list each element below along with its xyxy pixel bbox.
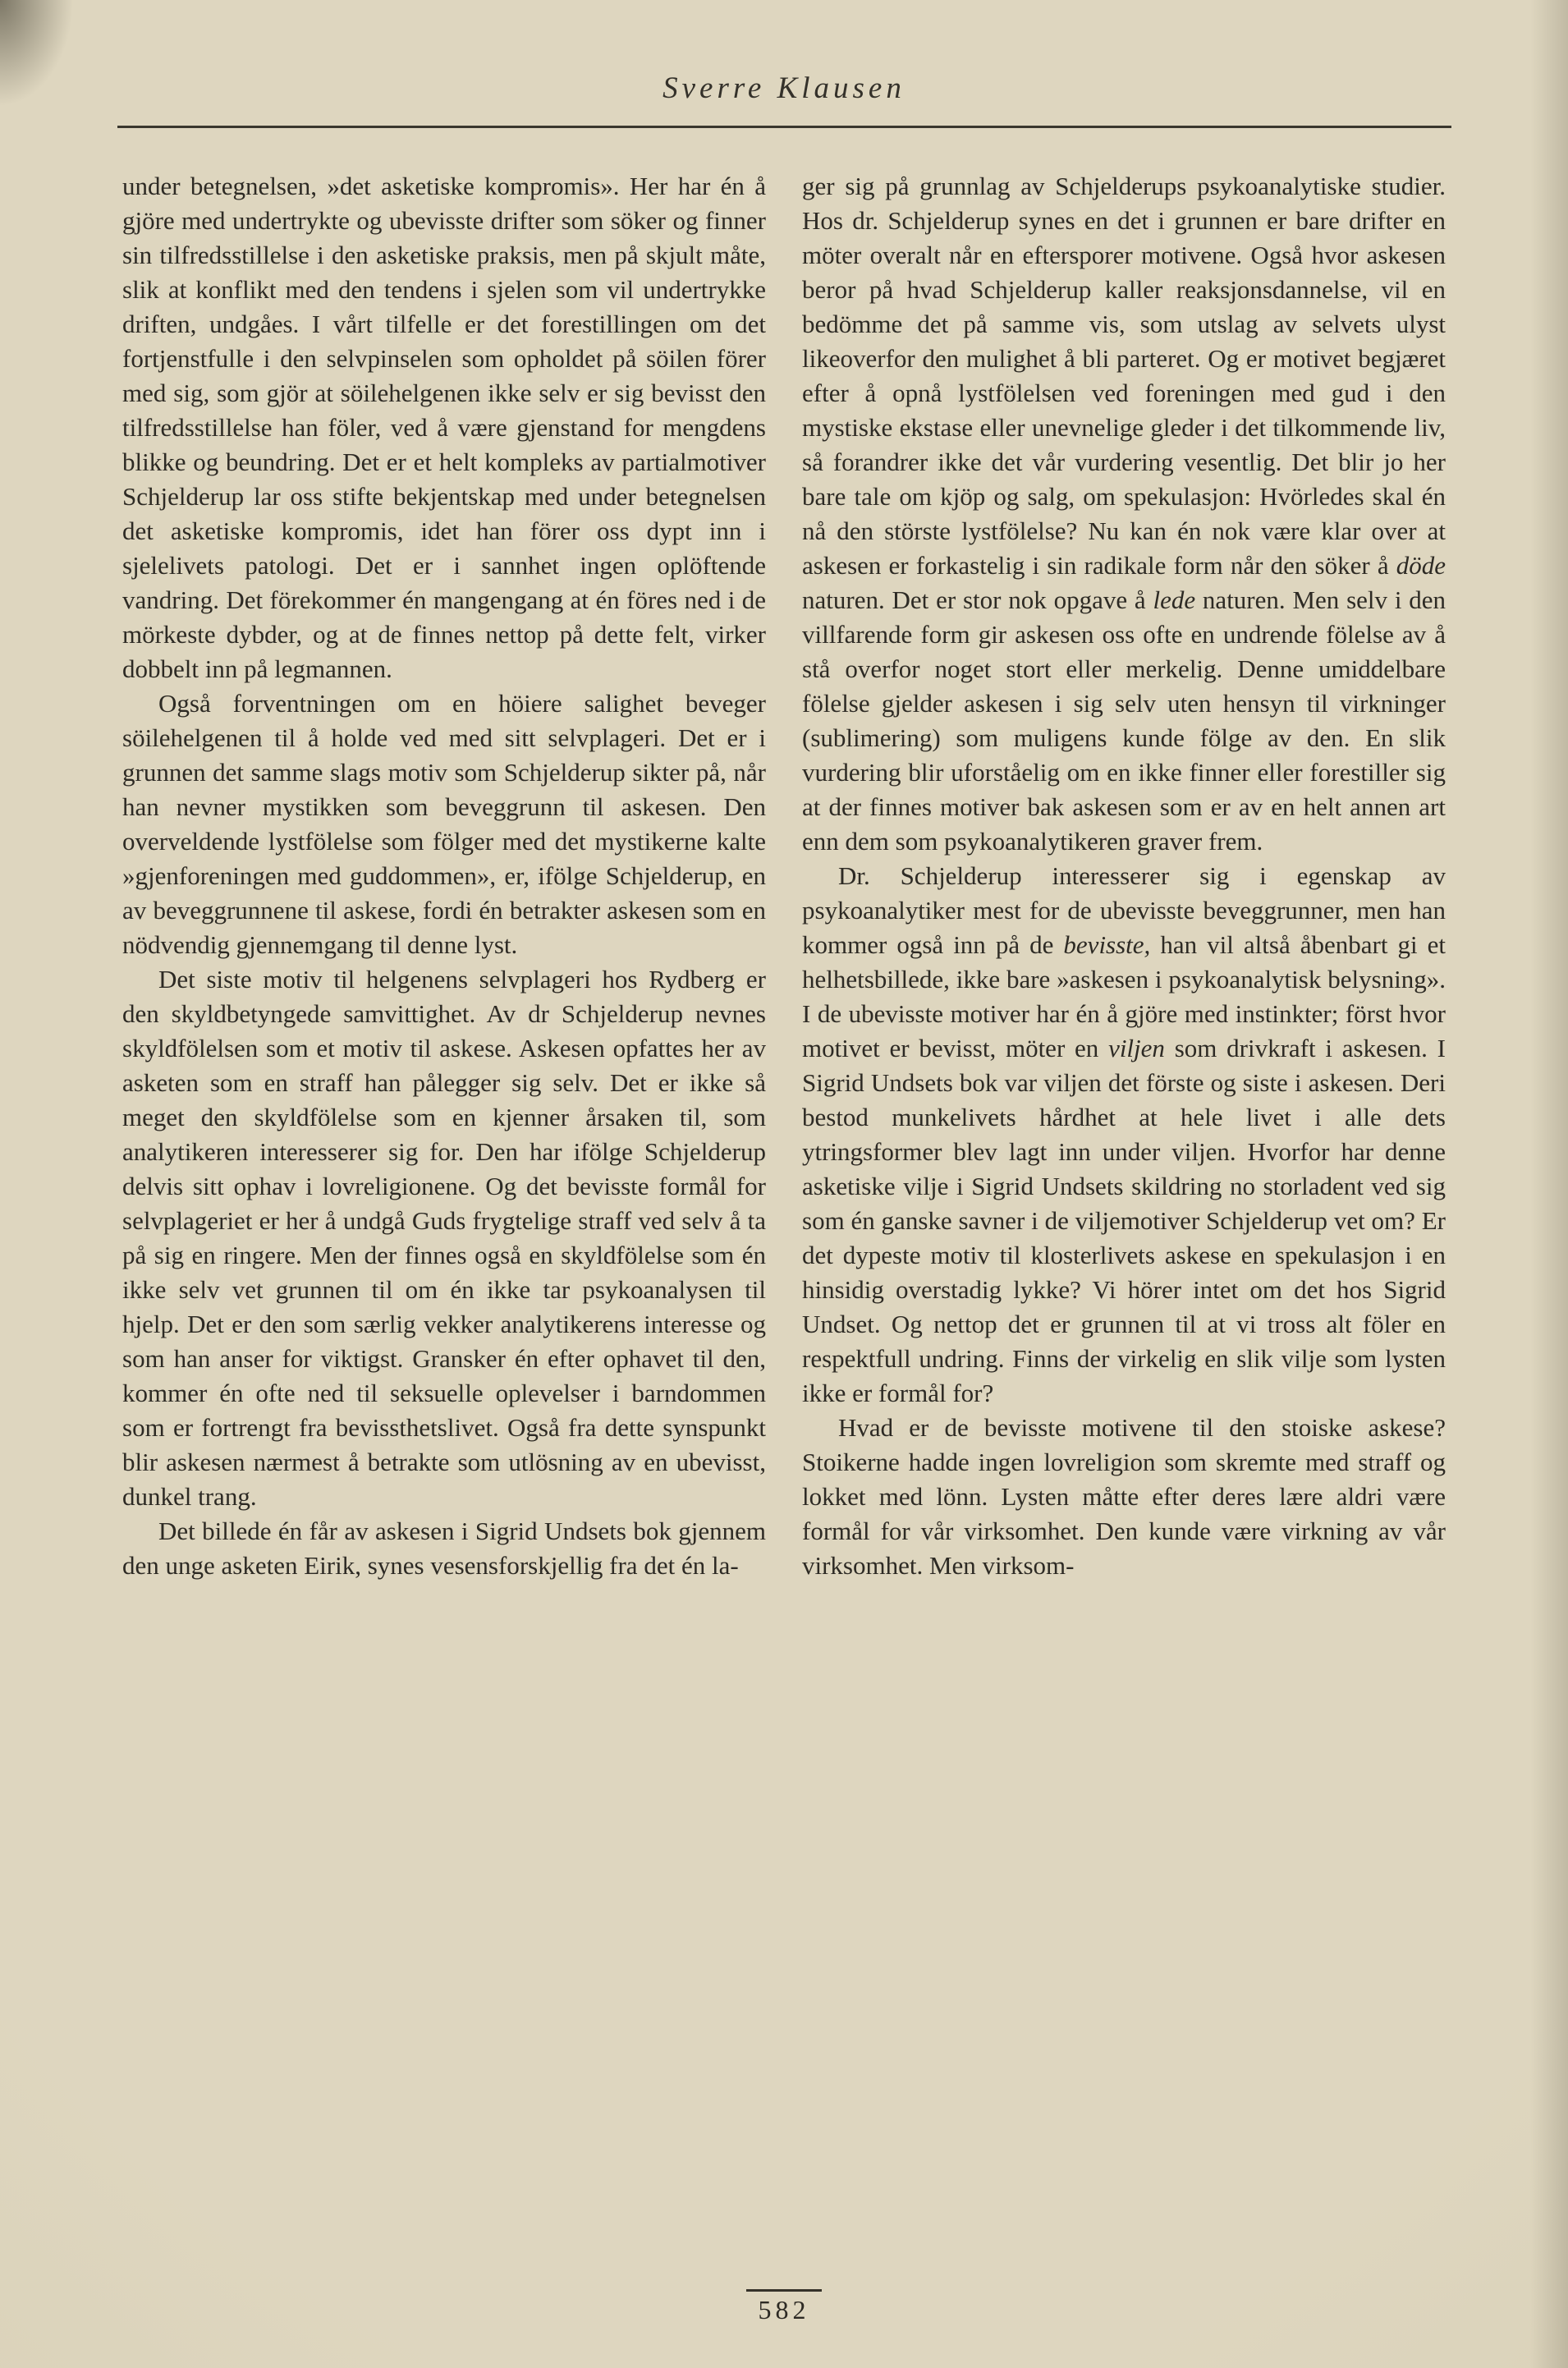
body-text: naturen. Men selv i den villfarende form gir askesen oss ofte en undrende fölelse av å stå overfor noget stort eller merkelig. Denne umiddelbare fölelse gjelder askesen i sig selv uten hensyn til virkninger (sublimering) som muligens kunde fölge av den. En slik vurdering blir uforståelig om en ikke finner eller forestiller sig at der finnes motiver bak askesen som er av en helt annen art enn dem som psykoanalytikeren graver frem. [802,585,1446,856]
page-footer [0,2289,1568,2325]
body-text: Det siste motiv til helgenens selvplageri hos Rydberg er den skyldbetyngede samvittighet. Av dr Schjelderup nevnes skyldfölelsen som et motiv til askese. Askesen opfattes her av asketen som en straff han pålegger sig selv. Det er ikke så meget den skyldfölelse som en kjenner årsaken til, som analytikeren interesserer sig for. Den har ifölge Schjelderup delvis sitt ophav i lovreligionene. Og det bevisste formål for selvplageriet er her å undgå Guds frygtelige straff ved selv å ta på sig en ringere. Men der finnes også en skyldfölelse som én ikke selv vet grunnen til om én ikke tar psykoanalysen til hjelp. Det er den som særlig vekker analytikerens interesse og som han anser for viktigst. Gransker én efter ophavet til den, kommer én ofte ned til seksuelle oplevelser i barndommen som er fortrengt fra bevissthetslivet. Også fra dette synspunkt blir askesen nærmest å betrakte som utlösning av en ubevisst, dunkel trang. [122,965,766,1511]
footer-rule [746,2289,822,2292]
body-text: han vil altså åbenbart gi et helhetsbillede, ikke bare »askesen i psykoanalytisk belysning». I de ubevisste motiver har én å gjöre med instinkter; först hvor motivet er bevisst, möter en [802,930,1446,1062]
running-header-title: Sverre Klausen [663,71,905,105]
text-column-right [802,169,1446,1583]
body-text: ger sig på grunnlag av Schjelderups psykoanalytiske studier. Hos dr. Schjelderup synes en det i grunnen er bare drifter en möter overalt når en eftersporer motivene. Også hvor askesen beror på hvad Schjelderup kaller reaksjonsdannelse, vil en bedömme det på samme vis, som utslag av selvets ulyst likeoverfor den mulighet å bli parteret. Og er motivet begjæret efter å opnå lystfölelsen ved foreningen med gud i den mystiske ekstase eller unevnelige gleder i det tilkommende liv, så forandrer ikke det vår vurdering vesentlig. Det blir jo her bare tale om kjöp og salg, om spekulasjon: Hvörledes skal én nå den störste lystfölelse? Nu kan én nok være klar over at askesen er forkastelig i sin radikale form når den söker å [802,172,1446,580]
header-rule [117,126,1451,128]
emphasized-text: bevisste, [1063,930,1151,959]
paragraph [802,169,1446,859]
emphasized-text: viljen [1108,1034,1165,1062]
body-text: naturen. Det er stor nok opgave å [802,585,1153,614]
paragraph [802,1411,1446,1583]
paragraph [802,859,1446,1411]
emphasized-text: lede [1153,585,1196,614]
page-header [0,0,1568,128]
text-columns [122,169,1446,1583]
paragraph [122,1514,766,1583]
body-text: Dr. Schjelderup interesserer sig i egenskap av psykoanalytiker mest for de ubevisste beveggrunner, men han kommer også inn på de [802,861,1446,959]
paragraph [122,962,766,1514]
paragraph [122,686,766,962]
body-text: Også forventningen om en höiere salighet beveger söilehelgenen til å holde ved med sitt selvplageri. Det er i grunnen det samme slags motiv som Schjelderup sikter på, når han nevner mystikken som beveggrunn til askesen. Den overveldende lystfölelse som fölger med det mystikerne kalte »gjenforeningen med guddommen», er, ifölge Schjelderup, en av beveggrunnene til askese, fordi én betrakter askesen som en nödvendig gjennemgang til denne lyst. [122,689,766,959]
body-text: Hvad er de bevisste motivene til den stoiske askese? Stoikerne hadde ingen lovreligion som skremte med straff og lokket med lönn. Lysten måtte efter deres lære aldri være formål for vår virksomhet. Den kunde være virkning av vår virksomhet. Men virksom- [802,1413,1446,1580]
body-text: Det billede én får av askesen i Sigrid Undsets bok gjennem den unge asketen Eirik, synes vesensforskjellig fra det én la- [122,1517,766,1580]
emphasized-text: döde [1396,551,1446,580]
body-text: som drivkraft i askesen. I Sigrid Undsets bok var viljen det förste og siste i askesen. Deri bestod munkelivets hårdhet at hele livet i alle dets ytringsformer blev lagt inn under viljen. Hvorfor har denne asketiske vilje i Sigrid Undsets skildring no storladent ved sig som én ganske savner i de viljemotiver Schjelderup vet om? Er det dypeste motiv til klosterlivets askese en spekulasjon i en hinsidig overstadig lykke? Vi hörer intet om det hos Sigrid Undset. Og nettop det er grunnen til at vi tross alt föler en respektfull undring. Finns der virkelig en slik vilje som lysten ikke er formål for? [802,1034,1446,1407]
paragraph [122,169,766,686]
page-number: 582 [758,2295,810,2324]
scan-edge-shadow [1530,0,1568,2368]
text-column-left [122,169,766,1583]
body-text: under betegnelsen, »det asketiske kompromis». Her har én å gjöre med undertrykte og ubevisste drifter som söker og finner sin tilfredsstillelse i den asketiske praksis, men på skjult måte, slik at konflikt med den tendens i sjelen som vil undertrykke driften, undgåes. I vårt tilfelle er det forestillingen om det fortjenstfulle i den selvpinselen som opholdet på söilen förer med sig, som gjör at söilehelgenen ikke selv er sig bevisst den tilfredsstillelse han föler, ved å være gjenstand for mengdens blikke og beundring. Det er et helt kompleks av partialmotiver Schjelderup lar oss stifte bekjentskap med under betegnelsen det asketiske kompromis, idet han förer oss dypt inn i sjelelivets patologi. Det er i sannhet ingen oplöftende vandring. Det förekommer én mangengang at én föres ned i de mörkeste dybder, og at de finnes nettop på dette felt, virker dobbelt inn på legmannen. [122,172,766,683]
